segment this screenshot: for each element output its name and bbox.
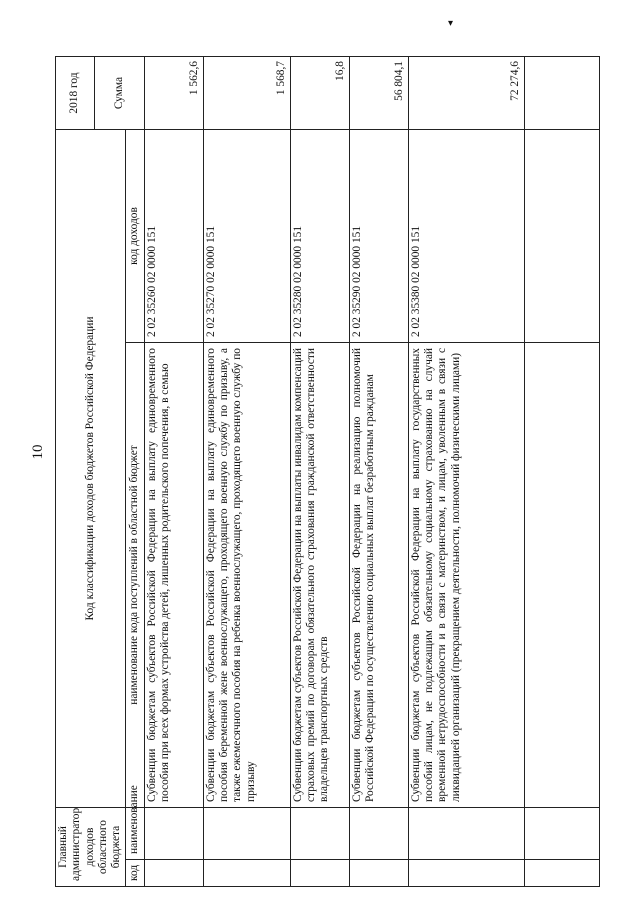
table-row	[408, 57, 524, 887]
income-code: 2 02 35260 02 0000 151	[144, 130, 203, 343]
table-header-row	[56, 57, 95, 887]
admin-code-cell	[349, 860, 408, 887]
admin-name-cell	[349, 808, 408, 860]
admin-code-cell	[144, 860, 203, 887]
admin-code-cell	[408, 860, 524, 887]
income-code: 2 02 35290 02 0000 151	[349, 130, 408, 343]
header-income-code: код доходов	[125, 130, 144, 343]
income-description: Субвенции бюджетам субъектов Российской Федерации на выплату единовременного пособия беременной жене военнослужащего, проходящего военную службу по призыву, а также ежемесячного пособия на ребенка военнослужащего, проходящего военную службу по призыву	[203, 343, 290, 808]
income-description: Субвенции бюджетам субъектов Российской Федерации на выплату единовременного пособия при всех формах устройства детей, лишенных родительского попечения, в семью	[144, 343, 203, 808]
admin-name-cell	[290, 808, 349, 860]
amount: 1 568,7	[203, 57, 290, 130]
amount: 1 562,6	[144, 57, 203, 130]
income-code: 2 02 35380 02 0000 151	[408, 130, 524, 343]
income-description: Субвенции бюджетам субъектов Российской Федерации на реализацию полномочий Российской Федерации по осуществлению социальных выплат безработным гражданам	[349, 343, 408, 808]
amount	[524, 57, 599, 130]
income-description: Субвенции бюджетам субъектов Российской Федерации на выплаты инвалидам компенсаций страховых премий по договорам обязательного страхования гражданской ответственности владельцев транспортных средств	[290, 343, 349, 808]
revenue-table	[55, 56, 600, 887]
income-description	[524, 343, 599, 808]
admin-code-cell	[524, 860, 599, 887]
header-income-name: наименование кода поступлений в областной бюджет	[125, 343, 144, 808]
income-code: 2 02 35270 02 0000 151	[203, 130, 290, 343]
income-code: 2 02 35280 02 0000 151	[290, 130, 349, 343]
admin-code-cell	[203, 860, 290, 887]
scan-mark: ▾	[448, 18, 454, 29]
header-admin-code: код	[125, 860, 144, 887]
table-row	[203, 57, 290, 887]
header-admin-name: наименование	[125, 808, 144, 860]
income-description: Субвенции бюджетам субъектов Российской Федерации на выплату государственных пособий лицам, не подлежащим обязательному социальному страхованию на случай временной нетрудоспособности и в связи с материнством, и лицам, уволенным в связи с ликвидацией организаций (прекращением деятельности, полномочий физическими лицами)	[408, 343, 524, 808]
amount: 56 804,1	[349, 57, 408, 130]
admin-name-cell	[203, 808, 290, 860]
page-number: 10	[30, 444, 46, 460]
admin-name-cell	[144, 808, 203, 860]
amount: 72 274,6	[408, 57, 524, 130]
admin-name-cell	[524, 808, 599, 860]
admin-name-cell	[408, 808, 524, 860]
amount: 16,8	[290, 57, 349, 130]
header-classification-group: Код классификации доходов бюджетов Российской Федерации	[56, 130, 126, 808]
header-admin-group: Главный администратор доходов областного бюджета	[56, 808, 126, 887]
table-row	[290, 57, 349, 887]
table-row	[349, 57, 408, 887]
table-row-empty	[524, 57, 599, 887]
rotated-table-container	[55, 57, 585, 887]
header-sum: Сумма	[95, 57, 145, 130]
table-subheader-row	[125, 57, 144, 887]
header-year: 2018 год	[56, 57, 95, 130]
admin-code-cell	[290, 860, 349, 887]
income-code	[524, 130, 599, 343]
table-row	[144, 57, 203, 887]
